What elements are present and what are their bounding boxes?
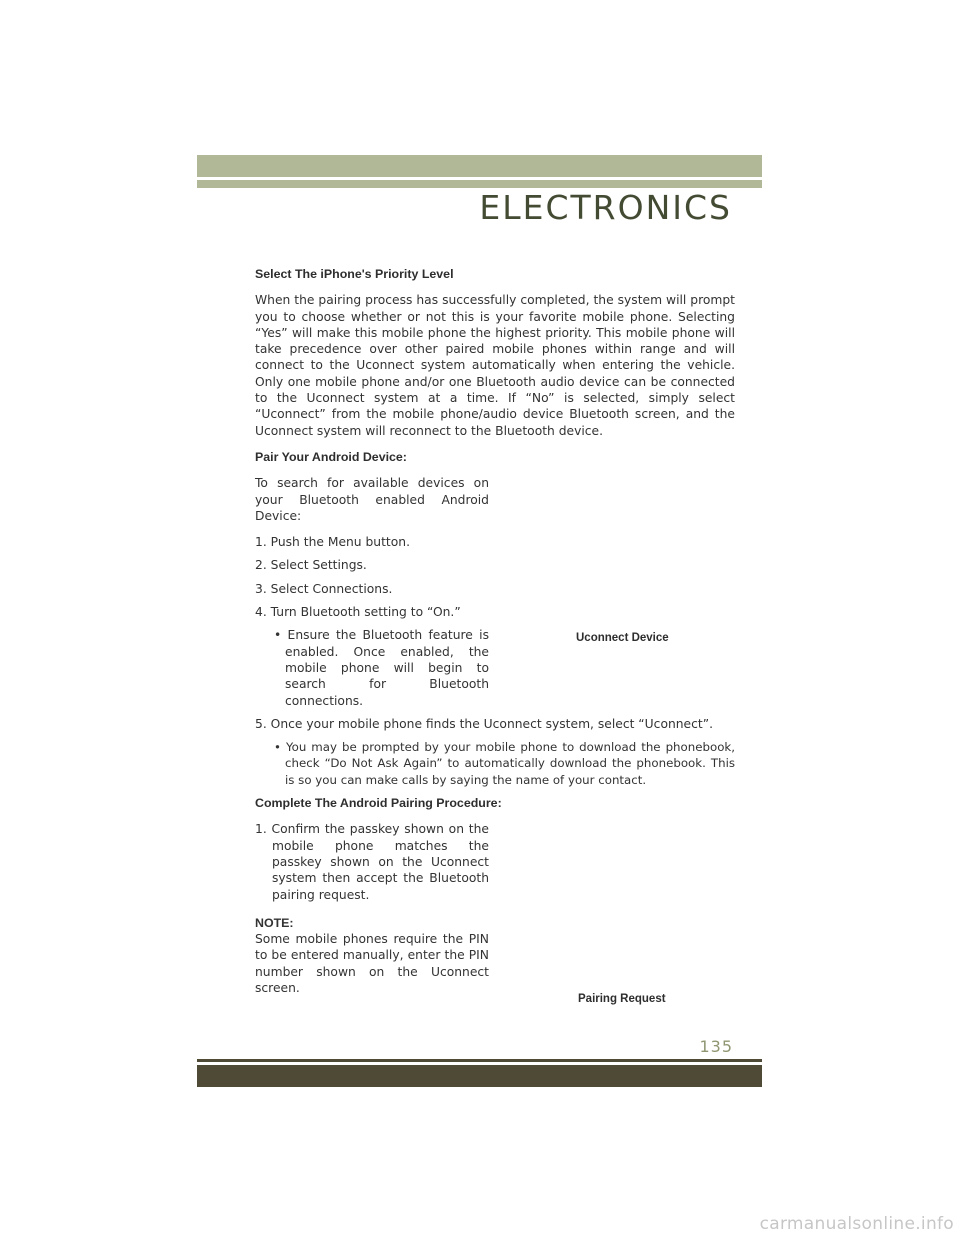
step-select-connections: 3. Select Connections. xyxy=(255,581,393,596)
bullet-download-phonebook: • You may be prompted by your mobile phone to download the phonebook, check “Do Not Ask Again” to automatically download the phonebook. This is so you can make calls by saying the name of your contact. xyxy=(274,740,735,787)
heading-pair-android: Pair Your Android Device: xyxy=(255,449,407,464)
caption-uconnect-device: Uconnect Device xyxy=(576,632,669,644)
note-text: Some mobile phones require the PIN to be entered manually, enter the PIN number shown on the Uconnect screen. xyxy=(255,932,489,995)
note-heading: NOTE: xyxy=(255,915,294,930)
step-push-menu: 1. Push the Menu button. xyxy=(255,535,410,550)
page-number: 135 xyxy=(699,1037,733,1056)
paragraph-pair-android: To search for available devices on your Bluetooth enabled Android Device: xyxy=(255,476,489,523)
heading-complete-pairing: Complete The Android Pairing Procedure: xyxy=(255,796,502,811)
footer-rule xyxy=(197,1059,762,1062)
section-title: ELECTRONICS xyxy=(479,188,732,227)
bullet-ensure-bluetooth: • Ensure the Bluetooth feature is enabled. Once enabled, the mobile phone will begin to search for Bluetooth connections. xyxy=(274,628,489,708)
heading-priority-level: Select The iPhone's Priority Level xyxy=(255,267,454,281)
caption-pairing-request: Pairing Request xyxy=(578,993,666,1005)
header-rule xyxy=(197,180,762,188)
header-band xyxy=(197,155,762,177)
step-confirm-passkey: 1. Confirm the passkey shown on the mobile phone matches the passkey shown on the Uconnect system then accept the Bluetooth pairing request. xyxy=(255,822,489,902)
step-bluetooth-on: 4. Turn Bluetooth setting to “On.” xyxy=(255,605,461,620)
step-select-settings: 2. Select Settings. xyxy=(255,558,367,573)
footer-band xyxy=(197,1065,762,1087)
watermark: carmanualsonline.info xyxy=(759,1214,954,1234)
paragraph-priority-level: When the pairing process has successfully completed, the system will prompt you to choose whether or not this is your favorite mobile phone. Selecting “Yes” will make this mobile phone the highest priority. This mobile phone will take precedence over other paired mobile phones within range and will connect to the Uconnect system automatically when entering the vehicle. Only one mobile phone and/or one Bluetooth audio device can be connected to the Uconnect system at a time. If “No” is selected, simply select “Uconnect” from the mobile phone/audio device Bluetooth screen, and the Uconnect system will reconnect to the Bluetooth device. xyxy=(255,293,735,438)
step-select-uconnect: 5. Once your mobile phone finds the Uconnect system, select “Uconnect”. xyxy=(255,716,713,731)
